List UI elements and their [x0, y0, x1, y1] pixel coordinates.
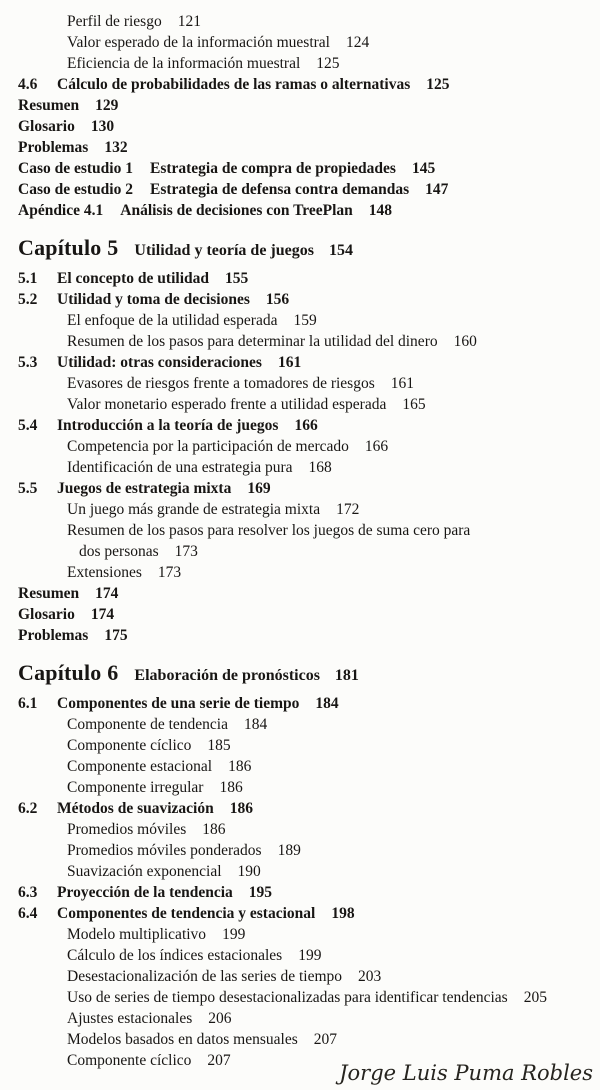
owner-signature: Jorge Luis Puma Robles [339, 1061, 593, 1085]
subsection-title: Eficiencia de la información muestral [67, 55, 301, 72]
page-number: 169 [247, 480, 271, 497]
section-title: Proyección de la tendencia [57, 884, 233, 901]
toc-subsection-entry [67, 735, 592, 756]
endmatter-title: Resumen [18, 97, 80, 114]
page-number: 124 [345, 34, 370, 51]
page-number: 189 [277, 842, 301, 859]
subsection-title: Identificación de una estrategia pura [67, 459, 293, 476]
section-title: Métodos de suavización [57, 800, 214, 817]
page-number: 121 [177, 13, 201, 30]
page-number: 199 [298, 947, 322, 964]
toc-endmatter-entry [18, 604, 592, 625]
section-number: 5.3 [18, 354, 38, 371]
subsection-title: Un juego más grande de estrategia mixta [67, 501, 321, 518]
case-title: Análisis de decisiones con TreePlan [120, 202, 353, 219]
toc-subsection-entry [67, 777, 592, 798]
toc-subsection-entry [67, 756, 592, 777]
toc-subsection-entry [67, 520, 592, 541]
section-number: 6.3 [18, 884, 38, 901]
section-title: Juegos de estrategia mixta [57, 480, 232, 497]
page-number: 206 [208, 1010, 232, 1027]
toc-subsection-entry [67, 819, 592, 840]
toc-subsection-entry [67, 11, 592, 32]
toc-endmatter-entry [18, 95, 592, 116]
endmatter-title: Glosario [18, 118, 75, 135]
page-number: 125 [426, 76, 450, 93]
section-number: 4.6 [18, 76, 38, 93]
toc-section-entry [18, 289, 592, 310]
endmatter-title: Problemas [18, 139, 89, 156]
subsection-title: Componente cíclico [67, 737, 192, 754]
page-number: 173 [157, 564, 182, 581]
subsection-title: Suavización exponencial [67, 863, 222, 880]
toc-subsection-entry [67, 945, 592, 966]
page-number: 207 [207, 1052, 231, 1069]
chapter-title: Utilidad y teoría de juegos [134, 242, 314, 259]
page-number: 161 [277, 354, 302, 371]
toc-section-entry [18, 882, 592, 903]
case-label: Caso de estudio 1 [18, 160, 133, 177]
toc-subsection-entry [67, 499, 592, 520]
toc-section-entry [18, 798, 592, 819]
section-title: Componentes de tendencia y estacional [57, 905, 316, 922]
case-label: Caso de estudio 2 [18, 181, 133, 198]
endmatter-title: Glosario [18, 606, 75, 623]
page-number: 160 [453, 333, 477, 350]
subsection-title: Resumen de los pasos para determinar la utilidad del dinero [67, 333, 438, 350]
toc-endmatter-entry [18, 583, 592, 604]
toc-subsection-entry [67, 987, 592, 1008]
chapter-number: Capítulo 5 [18, 235, 119, 260]
toc-subsection-entry [67, 924, 592, 945]
endmatter-title: Problemas [18, 627, 89, 644]
page-number: 175 [104, 627, 128, 644]
subsection-title: Componente de tendencia [67, 716, 228, 733]
toc-chapter-heading [18, 658, 592, 688]
case-title: Estrategia de defensa contra demandas [149, 181, 410, 198]
toc-subsection-entry [67, 32, 592, 53]
page-number: 132 [104, 139, 128, 156]
subsection-title: Modelo multiplicativo [67, 926, 207, 943]
toc-subsection-entry [67, 840, 592, 861]
page-number: 174 [90, 606, 115, 623]
page-number: 145 [411, 160, 436, 177]
subsection-title: Valor esperado de la información muestral [67, 34, 330, 51]
page-number: 181 [334, 667, 359, 684]
case-label: Apéndice 4.1 [18, 202, 104, 219]
section-number: 5.5 [18, 480, 38, 497]
chapter-title: Elaboración de pronósticos [134, 667, 320, 684]
toc-case-entry [18, 200, 592, 221]
case-title: Estrategia de compra de propiedades [149, 160, 396, 177]
page-number: 199 [222, 926, 246, 943]
toc-section-entry [18, 74, 592, 95]
subsection-title: Componente cíclico [67, 1052, 192, 1069]
page-number: 174 [95, 585, 119, 602]
toc-subsection-entry [67, 966, 592, 987]
page-number: 166 [364, 438, 389, 455]
subsection-title: Componente estacional [67, 758, 213, 775]
page-number: 184 [315, 695, 339, 712]
subsection-title: Extensiones [67, 564, 142, 581]
page-number: 198 [331, 905, 355, 922]
page-number: 130 [90, 118, 115, 135]
endmatter-title: Resumen [18, 585, 80, 602]
toc-subsection-entry [67, 394, 592, 415]
toc-endmatter-entry [18, 625, 592, 646]
toc-section-entry [18, 415, 592, 436]
section-title: Cálculo de probabilidades de las ramas o alternativas [57, 76, 411, 93]
section-number: 5.1 [18, 270, 38, 287]
section-number: 6.4 [18, 905, 38, 922]
page-number: 173 [174, 543, 198, 560]
page-number: 203 [358, 968, 382, 985]
toc-endmatter-entry [18, 137, 592, 158]
toc-section-entry [18, 268, 592, 289]
toc-section-entry [18, 903, 592, 924]
toc-subsection-entry [67, 861, 592, 882]
page-number: 185 [207, 737, 231, 754]
page-number: 147 [425, 181, 449, 198]
subsection-title: Competencia por la participación de mercado [67, 438, 349, 455]
subsection-title: dos personas [79, 543, 159, 560]
toc-subsection-entry [79, 541, 592, 562]
subsection-title: Modelos basados en datos mensuales [67, 1031, 298, 1048]
subsection-title: Ajustes estacionales [67, 1010, 193, 1027]
subsection-title: Evasores de riesgos frente a tomadores de riesgos [67, 375, 375, 392]
section-title: Introducción a la teoría de juegos [57, 417, 279, 434]
toc-subsection-entry [67, 53, 592, 74]
toc-endmatter-entry [18, 116, 592, 137]
subsection-title: Perfil de riesgo [67, 13, 162, 30]
toc-section-entry [18, 478, 592, 499]
page-number: 129 [95, 97, 119, 114]
toc-subsection-entry [67, 562, 592, 583]
page-number: 168 [308, 459, 332, 476]
subsection-title: Cálculo de los índices estacionales [67, 947, 283, 964]
page-number: 161 [390, 375, 414, 392]
toc-section-entry [18, 352, 592, 373]
page-number: 186 [228, 758, 252, 775]
page-number: 195 [248, 884, 273, 901]
section-title: Utilidad y toma de decisiones [57, 291, 250, 308]
section-number: 5.4 [18, 417, 38, 434]
toc-subsection-entry [67, 457, 592, 478]
toc-subsection-entry [67, 331, 592, 352]
page-number: 184 [243, 716, 268, 733]
section-number: 6.1 [18, 695, 38, 712]
page-number: 186 [202, 821, 226, 838]
toc-subsection-entry [67, 436, 592, 457]
page-number: 159 [293, 312, 317, 329]
toc-list [18, 11, 592, 1071]
toc-subsection-entry [67, 310, 592, 331]
toc-case-entry [18, 179, 592, 200]
section-title: Componentes de una serie de tiempo [57, 695, 300, 712]
page-number: 154 [328, 242, 353, 259]
page-number: 186 [229, 800, 253, 817]
subsection-title: Valor monetario esperado frente a utilidad esperada [67, 396, 387, 413]
page-number: 165 [402, 396, 426, 413]
page-number: 155 [225, 270, 249, 287]
chapter-number: Capítulo 6 [18, 660, 119, 685]
section-number: 5.2 [18, 291, 38, 308]
subsection-title: El enfoque de la utilidad esperada [67, 312, 278, 329]
page-number: 156 [265, 291, 290, 308]
toc-chapter-heading [18, 233, 592, 263]
toc-case-entry [18, 158, 592, 179]
subsection-title: Resumen de los pasos para resolver los juegos de suma cero para [67, 522, 471, 539]
toc-section-entry [18, 693, 592, 714]
subsection-title: Desestacionalización de las series de tiempo [67, 968, 343, 985]
page-number: 166 [294, 417, 318, 434]
page-number: 186 [219, 779, 243, 796]
page-number: 148 [368, 202, 393, 219]
toc-subsection-entry [67, 373, 592, 394]
page-number: 207 [313, 1031, 337, 1048]
subsection-title: Promedios móviles [67, 821, 187, 838]
toc-subsection-entry [67, 1008, 592, 1029]
section-title: Utilidad: otras consideraciones [57, 354, 262, 371]
toc-subsection-entry [67, 1029, 592, 1050]
subsection-title: Promedios móviles ponderados [67, 842, 262, 859]
section-title: El concepto de utilidad [57, 270, 210, 287]
section-number: 6.2 [18, 800, 38, 817]
page-number: 190 [237, 863, 261, 880]
page-number: 125 [316, 55, 340, 72]
toc-subsection-entry [67, 714, 592, 735]
subsection-title: Componente irregular [67, 779, 204, 796]
page-number: 172 [336, 501, 360, 518]
page-number: 205 [523, 989, 547, 1006]
subsection-title: Uso de series de tiempo desestacionalizadas para identificar tendencias [67, 989, 508, 1006]
